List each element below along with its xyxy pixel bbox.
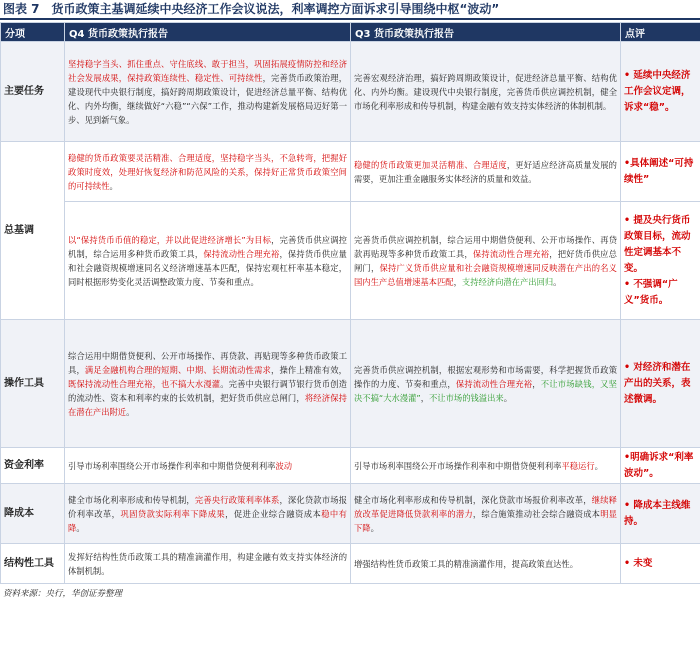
text-segment: ，深化贷款市场报价利率改革，	[68, 494, 347, 519]
q3-cell	[351, 544, 621, 584]
text-segment: 完善央行政策利率体系	[194, 494, 280, 505]
category-cell: 主要任务	[1, 42, 65, 142]
q3-cell	[351, 448, 621, 484]
text-segment: 保持流动性合理充裕	[203, 248, 280, 259]
source-note: 资料来源：央行，华创证券整理	[3, 589, 123, 599]
row-tone-1	[1, 142, 700, 202]
text-segment: 引导市场利率围绕公开市场操作利率和中期借贷便利利率	[354, 460, 562, 471]
q3-cell	[351, 42, 621, 142]
text-segment: 巩固贷款实际利率下降成果	[120, 508, 226, 519]
header-comment: 点评	[621, 23, 700, 42]
text-segment: 。	[503, 392, 512, 403]
text-segment: 。	[594, 460, 603, 471]
comment-cell: • 未变	[621, 544, 700, 584]
text-segment: 明显下降	[354, 508, 617, 533]
text-segment: ，完善货币供应调控机制，综合运用多种货币政策工具，	[68, 234, 347, 259]
q4-cell	[65, 544, 351, 584]
category-cell: 操作工具	[1, 320, 65, 448]
text-segment: 。	[76, 522, 85, 533]
text-segment: 增强结构性货币政策工具的精准滴灌作用，提高政策直达性。	[354, 558, 579, 569]
text-segment: 不让市场的钱溢出来	[429, 392, 504, 403]
text-segment: 。	[370, 522, 379, 533]
q4-cell	[65, 448, 351, 484]
text-segment: 满足金融机构合理的短期、中期、长期流动性需求	[84, 364, 272, 375]
comment-cell: • 提及央行货币政策目标，流动性定调基本不变。 • 不强调“广义”货币。	[621, 202, 700, 320]
text-segment: 保持流动性合理充裕	[455, 378, 533, 389]
text-segment: ，综合施策推动社会综合融资成本	[472, 508, 601, 519]
category-cell: 总基调	[1, 142, 65, 320]
text-segment: 保持广义货币供应量和社会融资规模增速同反映潜在产出的名义国内生产总值增速基本匹配	[354, 262, 617, 287]
text-segment: ，保持货币供应量和社会融资规模增速同名义经济增速基本匹配，保持宏观杠杆率基本稳定，同时根据形势变化灵活调整政策力度、节奏和重点。	[68, 248, 347, 287]
policy-comparison-table	[0, 22, 700, 584]
text-segment: 稳中有降	[68, 508, 347, 533]
text-segment: ，	[453, 276, 462, 287]
comment-cell: • 降成本主线维持。	[621, 484, 700, 544]
text-segment: 完善宏观经济治理，搞好跨周期政策设计，促进经济总量平衡、结构优化、内外均衡。建设现代中央银行制度，完善货币供应调控机制，健全市场化利率形成和传导机制，构建金融有效支持实体经济的体制机制。	[354, 72, 617, 111]
category-cell: 降成本	[1, 484, 65, 544]
row-structural	[1, 544, 700, 584]
category-cell: 结构性工具	[1, 544, 65, 584]
text-segment: 引导市场利率围绕公开市场操作利率和中期借贷便利利率	[68, 460, 276, 471]
figure-title: 图表 7 货币政策主基调延续中央经济工作会议说法，利率调控方面诉求引导围绕中枢“波动”	[0, 0, 700, 20]
q4-cell	[65, 484, 351, 544]
comment-cell: • 对经济和潜在产出的关系，表述微调。	[621, 320, 700, 448]
q4-cell	[65, 142, 351, 202]
text-segment: ，	[420, 392, 429, 403]
row-tools	[1, 320, 700, 448]
text-segment: 以“保持货币币值的稳定，并以此促进经济增长”为目标	[68, 234, 272, 245]
text-segment: 完善货币供应调控机制，综合运用中期借贷便利、公开市场操作、再贷款再贴现等多种货币政策工具，	[354, 234, 617, 259]
q3-cell	[351, 320, 621, 448]
q3-cell	[351, 202, 621, 320]
text-segment: 将经济保持在潜在产出附近	[68, 392, 347, 417]
text-segment: ，更好适应经济高质量发展的需要，更加注重金融服务实体经济的质量和效益。	[354, 159, 617, 184]
text-segment: 。完善中央银行调节银行货币创造的流动性、资本和利率约束的长效机制，把好货币供应总闸门，	[68, 378, 347, 403]
comment-cell: • 延续中央经济工作会议定调，诉求“稳”。	[621, 42, 700, 142]
category-cell: 资金利率	[1, 448, 65, 484]
header-q4: Q4 货币政策执行报告	[65, 23, 351, 42]
text-segment: 波动	[275, 460, 293, 471]
header-q3: Q3 货币政策执行报告	[351, 23, 621, 42]
q4-cell	[65, 320, 351, 448]
q3-cell	[351, 142, 621, 202]
text-segment: 。	[109, 180, 118, 191]
text-segment: 。	[126, 406, 135, 417]
text-segment: 继续释放改革促进降低贷款利率的潜力	[354, 494, 617, 519]
row-tone-2	[1, 202, 700, 320]
text-segment: 健全市场化利率形成和传导机制，	[68, 494, 195, 505]
text-segment: 既保持流动性合理充裕，也不搞大水漫灌	[68, 378, 221, 389]
text-segment: 稳健的货币政策更加灵活精准、合理适度	[354, 159, 507, 170]
comment-cell: •明确诉求“利率波动”。	[621, 448, 700, 484]
text-segment: 平稳运行	[561, 460, 595, 471]
text-segment: 完善货币供应调控机制，根据宏观形势和市场需要，科学把握货币政策操作的力度、节奏和重点，	[354, 364, 617, 389]
row-main-task	[1, 42, 700, 142]
text-segment: 发挥好结构性货币政策工具的精准滴灌作用，构建金融有效支持实体经济的体制机制。	[68, 551, 347, 576]
text-segment: 保持好正常货币政策空间的可持续性	[68, 166, 347, 191]
text-segment: 坚持稳字当头、抓住重点、守住底线、敢于担当，巩固拓展疫情防控和经济社会发展成果，保持政策连续性、稳定性、可持续性	[68, 58, 347, 83]
table-header-row	[1, 23, 700, 42]
text-segment: ，	[532, 378, 541, 389]
text-segment: 综合运用中期借贷便利、公开市场操作、再贷款、再贴现等多种货币政策工具，	[68, 350, 347, 375]
q4-cell	[65, 42, 351, 142]
header-category: 分项	[1, 23, 65, 42]
q4-cell	[65, 202, 351, 320]
comment-cell: •具体阐述“可持续性”	[621, 142, 700, 202]
text-segment: 支持经济向潜在产出回归	[461, 276, 554, 287]
text-segment: ，把好货币供应总闸门，	[354, 248, 617, 273]
text-segment: ，操作上精准有效，	[271, 364, 347, 375]
row-rates	[1, 448, 700, 484]
text-segment: 稳健的货币政策要灵活精准、合理适度，坚持稳字当头，不急转弯，把握好政策时度效，处理好恢复经济和防范风险的关系，	[68, 152, 347, 177]
q3-cell	[351, 484, 621, 544]
text-segment: 。	[553, 276, 562, 287]
row-cost	[1, 484, 700, 544]
text-segment: ，促进企业综合融资成本	[225, 508, 322, 519]
text-segment: 保持流动性合理充裕	[472, 248, 550, 259]
text-segment: 健全市场化利率形成和传导机制，深化贷款市场报价利率改革，	[354, 494, 592, 505]
text-segment: 不让市场缺钱，又坚决不搞“大水漫灌”	[354, 378, 617, 403]
text-segment: ，完善货币政策治理，建设现代中央银行制度，搞好跨周期政策设计，促进经济总量平衡、结构优化、内外均衡，继续做好“六稳”“六保”工作，推动构建新发展格局迈好第一步、见到新气象。	[68, 72, 347, 125]
